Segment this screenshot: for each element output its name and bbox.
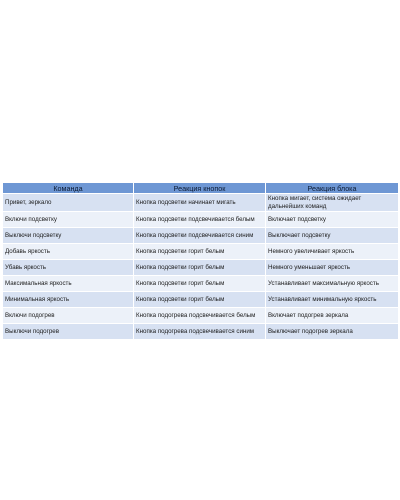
cell-unit-reaction: Выключает подогрев зеркала bbox=[266, 324, 398, 340]
cell-button-reaction: Кнопка подсветки подсвечивается синим bbox=[134, 228, 266, 244]
cell-command: Включи подсветку bbox=[3, 212, 134, 228]
cell-button-reaction: Кнопка подогрева подсвечивается белым bbox=[134, 308, 266, 324]
cell-command: Выключи подсветку bbox=[3, 228, 134, 244]
table-row bbox=[3, 194, 398, 212]
cell-unit-reaction: Устанавливает максимальную яркость bbox=[266, 276, 398, 292]
header-command: Команда bbox=[3, 183, 134, 194]
cell-unit-reaction: Немного увеличивает яркость bbox=[266, 244, 398, 260]
cell-button-reaction: Кнопка подогрева подсвечивается синим bbox=[134, 324, 266, 340]
cell-unit-reaction: Кнопка мигает, система ожидает дальнейших команд bbox=[266, 194, 398, 212]
cell-command: Выключи подогрев bbox=[3, 324, 134, 340]
cell-button-reaction: Кнопка подсветки горит белым bbox=[134, 292, 266, 308]
cell-unit-reaction: Устанавливает минимальную яркость bbox=[266, 292, 398, 308]
cell-unit-reaction: Включает подсветку bbox=[266, 212, 398, 228]
cell-button-reaction: Кнопка подсветки подсвечивается белым bbox=[134, 212, 266, 228]
cell-command: Минимальная яркость bbox=[3, 292, 134, 308]
table-row bbox=[3, 244, 398, 260]
table-row bbox=[3, 276, 398, 292]
table-row bbox=[3, 212, 398, 228]
cell-command: Максимальная яркость bbox=[3, 276, 134, 292]
cell-command: Включи подогрев bbox=[3, 308, 134, 324]
cell-button-reaction: Кнопка подсветки начинает мигать bbox=[134, 194, 266, 212]
table-row bbox=[3, 260, 398, 276]
command-table bbox=[3, 183, 398, 340]
cell-button-reaction: Кнопка подсветки горит белым bbox=[134, 244, 266, 260]
cell-unit-reaction: Включает подогрев зеркала bbox=[266, 308, 398, 324]
table-row bbox=[3, 308, 398, 324]
table-row bbox=[3, 324, 398, 340]
table-row bbox=[3, 228, 398, 244]
cell-command: Убавь яркость bbox=[3, 260, 134, 276]
cell-unit-reaction: Немного уменьшает яркость bbox=[266, 260, 398, 276]
cell-button-reaction: Кнопка подсветки горит белым bbox=[134, 260, 266, 276]
table-row bbox=[3, 292, 398, 308]
cell-command: Привет, зеркало bbox=[3, 194, 134, 212]
cell-button-reaction: Кнопка подсветки горит белым bbox=[134, 276, 266, 292]
command-table-container bbox=[3, 183, 398, 340]
cell-command: Добавь яркость bbox=[3, 244, 134, 260]
header-button-reaction: Реакция кнопок bbox=[134, 183, 266, 194]
table-header-row bbox=[3, 183, 398, 194]
cell-unit-reaction: Выключает подсветку bbox=[266, 228, 398, 244]
header-unit-reaction: Реакция блока bbox=[266, 183, 398, 194]
